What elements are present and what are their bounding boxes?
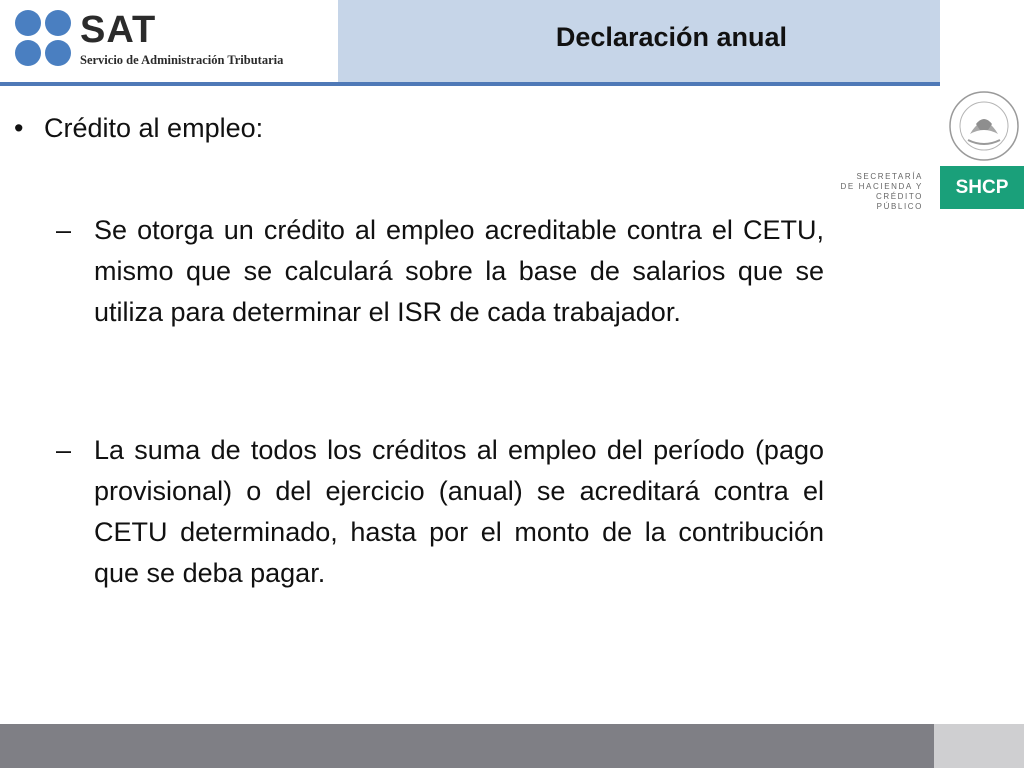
sub-item-1 xyxy=(56,210,824,333)
dash-icon: – xyxy=(56,435,72,465)
dash-icon: – xyxy=(56,215,72,245)
ministry-line-3: CRÉDITO PÚBLICO xyxy=(875,192,923,211)
header-divider xyxy=(0,82,940,86)
sat-brand-subtitle: Servicio de Administración Tributaria xyxy=(80,53,284,67)
footer-corner xyxy=(934,724,1024,768)
shcp-badge: SHCP xyxy=(940,166,1024,209)
sub-item-text: Se otorga un crédito al empleo acreditable contra el CETU, mismo que se calculará sobre la base de salarios que se utiliza para determinar el ISR de cada trabajador. xyxy=(94,215,824,327)
ministry-name xyxy=(827,172,923,212)
sub-item-2 xyxy=(56,430,824,594)
bullet-heading xyxy=(14,113,263,144)
sat-brand: SAT xyxy=(80,9,157,51)
footer-bar xyxy=(0,724,934,768)
bullet-heading-text: Crédito al empleo: xyxy=(44,113,264,143)
sat-logo-area xyxy=(0,0,338,82)
sat-logo-icon xyxy=(14,9,72,67)
slide-title: Declaración anual xyxy=(555,22,787,52)
sub-item-text: La suma de todos los créditos al empleo del período (pago provisional) o del ejercicio (anual) se acreditará contra el CETU determinado, hasta por el monto de la contribución que se deba pagar. xyxy=(94,435,824,588)
ministry-line-1: SECRETARÍA xyxy=(856,172,923,181)
ministry-line-2: DE HACIENDA Y xyxy=(840,182,923,191)
title-band xyxy=(338,0,940,82)
mexico-seal-icon xyxy=(948,90,1020,162)
bullet-dot-icon: • xyxy=(14,113,24,143)
